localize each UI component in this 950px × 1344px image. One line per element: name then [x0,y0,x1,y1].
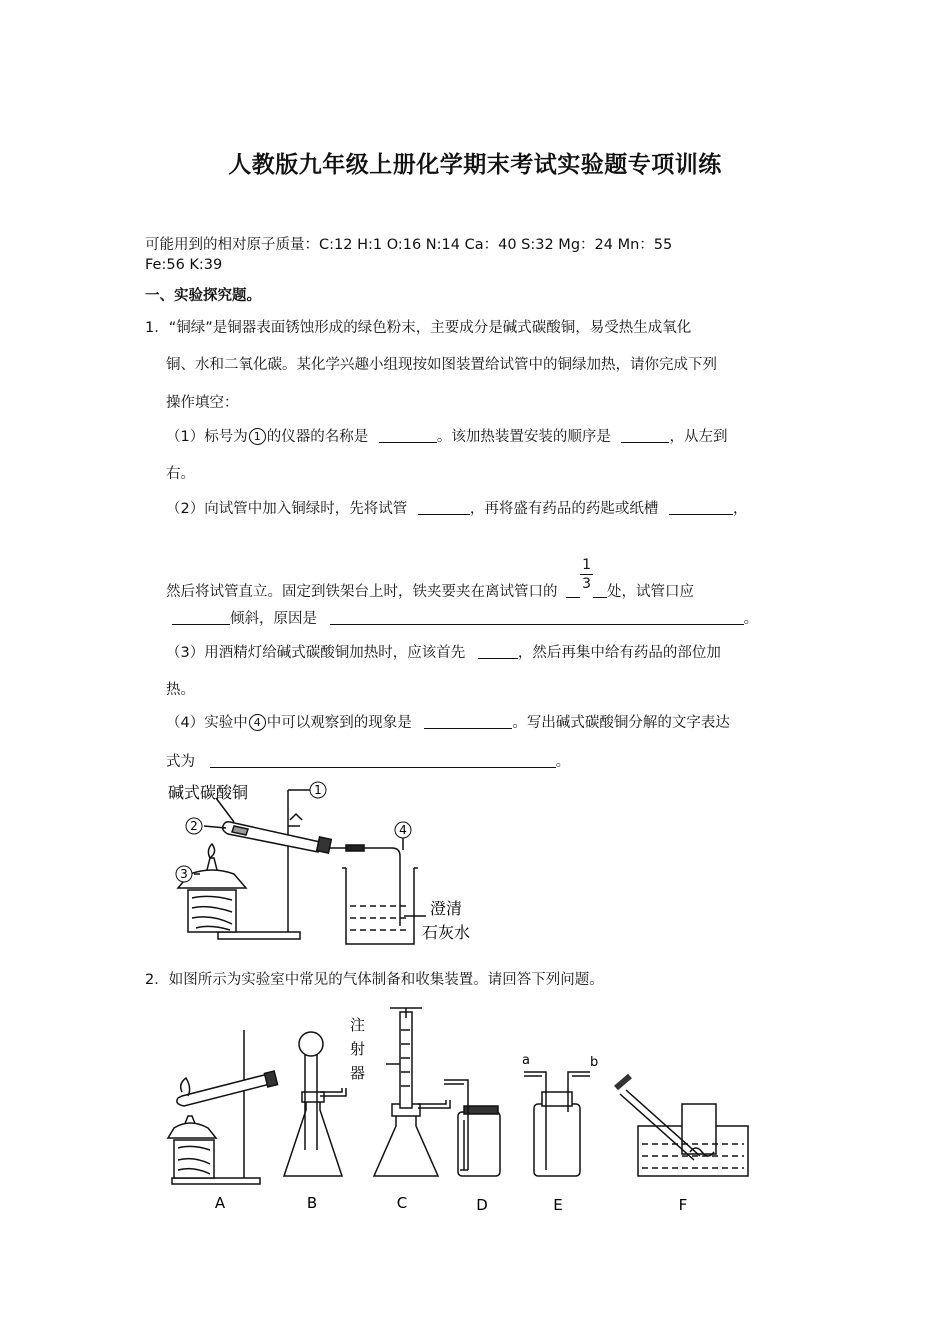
atomic-masses-line-1: 可能用到的相对原子质量：C:12 H:1 O:16 N:14 Ca：40 S:32 Mg：24 Mn：55 [145,237,673,253]
q1-p3-a: （3）用酒精灯给碱式碳酸铜加热时，应该首先 [166,645,466,661]
label-syringe-1: 注 [350,1016,366,1034]
q1-p1-c: 。该加热装置安装的顺序是 [436,429,611,445]
label-apparatus-d: D [476,1196,488,1214]
q1-number: 1． [145,320,169,336]
circled-number-1: 1 [249,428,266,445]
apparatus-d [444,1080,500,1176]
beaker [342,868,418,944]
answer-blank-instrument-name[interactable] [379,428,437,443]
q1-part1-cont: 右。 [166,466,195,482]
answer-blank-observation[interactable] [424,714,512,729]
label-apparatus-e: E [553,1196,563,1214]
q1-p4-b: 中可以观察到的现象是 [266,715,412,731]
label-basic-copper-carbonate: 碱式碳酸铜 [168,783,249,802]
fraction-denominator: 3 [582,576,592,592]
q1-p1-a: （1）标号为 [166,429,248,445]
marker-4: 4 [399,823,407,837]
test-tube [223,822,320,852]
apparatus-f [616,1076,748,1176]
q1-p2-b: ，再将盛有药品的药匙或纸槽 [469,501,659,517]
answer-blank-spoon-action[interactable] [669,500,733,515]
q1-part4-line-2 [166,750,570,771]
q1-p2-e: 处，试管口应 [607,584,695,600]
q1-p4-a: （4）实验中 [166,715,248,731]
page-title: 人教版九年级上册化学期末考试实验题专项训练 [228,152,722,178]
label-port-a: a [522,1053,530,1068]
q1-part2-line-2 [166,557,695,607]
q1-p2-d: 然后将试管直立。固定到铁架台上时，铁夹要夹在离试管口的 [166,584,558,600]
label-port-b: b [590,1055,599,1070]
q1-p2-c: ， [732,501,748,517]
q1-p2-g: 。 [743,611,759,627]
q1-part1-line [166,425,727,446]
label-apparatus-f: F [678,1196,688,1214]
q1-p3-b: ，然后再集中给有药品的部位加 [517,645,721,661]
q1-part4-line [166,711,730,732]
q1-p1-b: 的仪器的名称是 [266,429,369,445]
rubber-tube [346,845,364,851]
q1-p4-e: 。 [555,754,571,770]
label-limewater-1: 澄清 [430,899,463,918]
label-apparatus-c: C [396,1194,408,1212]
marker-3: 3 [180,867,188,881]
q1-part3-cont: 热。 [166,682,195,698]
apparatus-b [284,1032,346,1176]
q2-line [145,968,604,989]
fraction-numerator: 1 [582,557,592,573]
q1-p4-c: 。写出碱式碳酸铜分解的文字表达 [512,715,730,731]
q1-part2-line-3 [166,607,758,628]
q1-part3-line [166,641,721,662]
apparatus-e [524,1072,590,1176]
apparatus-c [374,1008,450,1176]
alcohol-lamp [178,844,246,888]
answer-blank-word-equation[interactable] [210,753,556,768]
q2-text: 如图所示为实验室中常见的气体制备和收集装置。请回答下列问题。 [168,972,604,988]
label-apparatus-a: A [214,1194,226,1212]
q1-part2-line-1 [166,497,747,518]
answer-blank-reason[interactable] [330,610,744,625]
marker-2: 2 [190,819,198,833]
label-apparatus-b: B [306,1194,318,1212]
answer-blank-tube-position[interactable] [418,500,470,515]
atomic-masses-line-2: Fe:56 K:39 [145,257,223,273]
figure-heating-apparatus [160,778,490,950]
q2-number: 2． [145,972,169,988]
q1-p2-f: 倾斜，原因是 [230,611,317,627]
q1-intro-line-3: 操作填空： [166,395,239,411]
q1-intro-line-1 [145,316,691,337]
marker-1: 1 [314,783,322,797]
answer-blank-pre-fraction [566,583,580,598]
q1-p4-d: 式为 [166,754,195,770]
label-syringe-3: 器 [350,1064,366,1082]
q1-p2-a: （2）向试管中加入铜绿时，先将试管 [166,501,408,517]
q1-intro-line-2: 铜、水和二氧化碳。某化学兴趣小组现按如图装置给试管中的铜绿加热，请你完成下列 [166,357,717,373]
section-heading: 一、实验探究题。 [145,288,261,304]
q1-p1-d: ，从左到 [669,429,728,445]
circled-number-4: 4 [249,714,266,731]
q1-intro-1: “铜绿”是铜器表面锈蚀形成的绿色粉末，主要成分是碱式碳酸铜，易受热生成氧化 [168,320,692,336]
label-limewater-2: 石灰水 [422,923,471,942]
figure-gas-apparatus [160,1000,760,1220]
apparatus-a [168,1030,278,1184]
fraction-one-third [580,556,593,593]
answer-blank-install-order[interactable] [621,428,669,443]
answer-blank-heating-first[interactable] [478,644,518,659]
label-syringe-2: 射 [350,1040,366,1058]
answer-blank-post-fraction [593,583,607,598]
answer-blank-tilt-direction[interactable] [172,610,230,625]
iron-stand-base [218,932,300,939]
